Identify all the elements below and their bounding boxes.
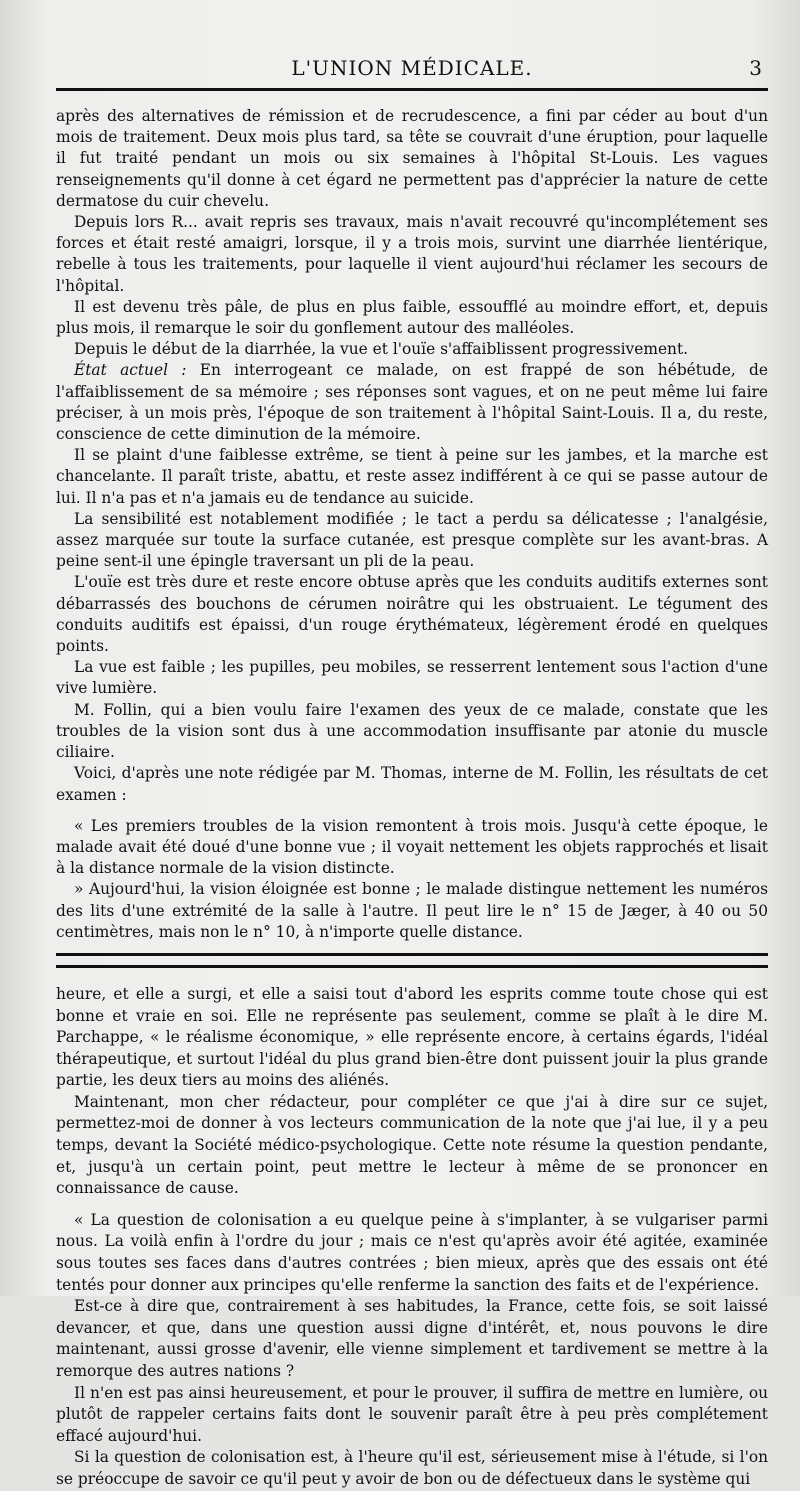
header-rule — [56, 88, 768, 91]
paragraph: La vue est faible ; les pupilles, peu mobiles, se resserrent lentement sous l'action d'une vive lumière. — [56, 658, 768, 698]
page-number: 3 — [749, 56, 762, 80]
quoted-paragraph: Est-ce à dire que, contrairement à ses habitudes, la France, cette fois, se soit laissé devancer, et que, dans une question aussi digne d'intérêt, et, nous pouvons le dire maintenant, aussi grosse d'avenir, elle vienne simplement et tardivement se mettre à la remorque des autres nations ? — [56, 1297, 768, 1381]
paragraph: Depuis lors R... avait repris ses travaux, mais n'avait recouvré qu'incomplétement ses forces et était resté amaigri, lorsque, il y a trois mois, survint une diarrhée lientérique, rebelle à tous les traitements, pour laquelle il vient aujourd'hui réclamer les secours de l'hôpital. — [56, 213, 768, 295]
paragraph: Depuis le début de la diarrhée, la vue et l'ouïe s'affaiblissent progressivement. — [74, 340, 689, 359]
running-head — [56, 0, 768, 94]
quoted-paragraph: Il n'en est pas ainsi heureusement, et pour le prouver, il suffira de mettre en lumière, ou plutôt de rappeler certains faits dont le souvenir paraît être à peu près complétement effacé aujourd'hui. — [56, 1383, 768, 1445]
paragraph: Il est devenu très pâle, de plus en plus faible, essoufflé au moindre effort, et, depuis plus mois, il remarque le soir du gonflement autour des malléoles. — [56, 297, 768, 338]
paragraph: La sensibilité est notablement modifiée ; le tact a perdu sa délicatesse ; l'analgésie, assez marquée sur toute la surface cutanée, est presque complète sur les avant-bras. A peine sent-il une épingle traversant un pli de la peau. — [56, 509, 768, 571]
etat-actuel-paragraph — [56, 360, 768, 445]
paragraph: Maintenant, mon cher rédacteur, pour compléter ce que j'ai à dire sur ce sujet, permettez-moi de donner à vos lecteurs communication de la note que j'ai lue, il y a peu temps, devant la Société médico-psychologique. Cette note résume la question pendante, et, jusqu'à un certain point, peut mettre le lecteur à même de se prononcer en connaissance de cause. — [56, 1092, 768, 1198]
paragraph: L'ouïe est très dure et reste encore obtuse après que les conduits auditifs externes sont débarrassés des bouchons de cérumen noirâtre qui les obstruaient. Le tégument des conduits auditifs est épaissi, d'un rouge érythémateux, légèrement érodé en quelques points. — [56, 573, 768, 656]
paragraph: heure, et elle a surgi, et elle a saisi tout d'abord les esprits comme toute chose qui est bonne et vraie en soi. Elle ne représente pas seulement, comme se plaît à le dire M. Parchappe, « le réalisme économique, » elle représente encore, à certains égards, l'idéal thérapeutique, et surtout l'idéal du plus grand bien-être dont puissent jouir la plus grande partie, les deux tiers au moins des aliénés. — [56, 984, 768, 1090]
paragraph: Voici, d'après une note rédigée par M. Thomas, interne de M. Follin, les résultats de cet examen : — [56, 764, 768, 804]
journal-title: L'UNION MÉDICALE. — [291, 56, 533, 80]
clinical-observation — [56, 106, 768, 943]
etat-actuel-text: En interrogeant ce malade, on est frappé de son hébétude, de l'affaiblissement de sa mémoire ; ses réponses sont vagues, et on ne peut même lui faire préciser, à un mois près, l'époque de son traitement à l'hôpital Saint-Louis. Il a, du reste, conscience de cette diminution de la mémoire. — [56, 361, 768, 444]
etat-actuel-label: État actuel : — [74, 361, 187, 380]
paragraph: M. Follin, qui a bien voulu faire l'examen des yeux de ce malade, constate que les troubles de la vision sont dus à une accommodation insuffisante par atonie du muscle ciliaire. — [56, 700, 768, 762]
quoted-paragraph: » Aujourd'hui, la vision éloignée est bonne ; le malade distingue nettement les numéros des lits d'une extrémité de la salle à l'autre. Il peut lire le n° 15 de Jæger, à 40 ou 50 centimètres, mais non le n° 10, à n'importe quelle distance. — [56, 880, 768, 941]
paragraph: après des alternatives de rémission et de recrudescence, a fini par céder au bout d'un mois de traitement. Deux mois plus tard, sa tête se couvrait d'une éruption, pour laquelle il fut traité pendant un mois ou six semaines à l'hôpital St-Louis. Les vagues renseignements qu'il donne à cet égard ne permettent pas d'apprécier la nature de cette dermatose du cuir chevelu. — [56, 107, 768, 210]
paragraph: Il se plaint d'une faiblesse extrême, se tient à peine sur les jambes, et la marche est chancelante. Il paraît triste, abattu, et reste assez indifférent à ce qui se passe autour de lui. Il n'a pas et n'a jamais eu de tendance au suicide. — [56, 446, 768, 507]
quoted-paragraph: « La question de colonisation a eu quelque peine à s'implanter, à se vulgariser parmi nous. La voilà enfin à l'ordre du jour ; mais ce n'est qu'après avoir été agitée, examinée sous toutes ses faces dans d'autres contrées ; bien mieux, après que des essais ont été tentés pour donner aux principes qu'elle renferme la sanction des faits et de l'expérience. — [56, 1210, 768, 1294]
quoted-paragraph: Si la question de colonisation est, à l'heure qu'il est, sérieusement mise à l'étude, si l'on se préoccupe de savoir ce qu'il peut y avoir de bon ou de défectueux dans le système qui — [56, 1448, 768, 1488]
quoted-paragraph: « Les premiers troubles de la vision remontent à trois mois. Jusqu'à cette époque, le malade avait été doué d'une bonne vue ; il voyait nettement les objets rapprochés et lisait à la distance normale de la vision distincte. — [56, 816, 768, 878]
section-divider — [56, 953, 768, 968]
feuilleton — [56, 984, 768, 1491]
